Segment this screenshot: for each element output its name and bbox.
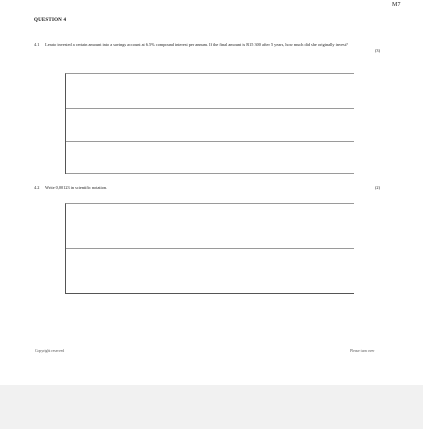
answer-line <box>66 141 354 142</box>
answer-box-bottom-border <box>65 293 354 294</box>
question-number: 4.1 <box>34 42 40 47</box>
answer-box-4-2[interactable] <box>65 203 354 294</box>
footer-turn-over: Please turn over <box>350 349 375 353</box>
question-number: 4.2 <box>34 185 40 190</box>
question-text: Write 0,00123 in scientific notation. <box>45 185 108 190</box>
answer-line <box>66 173 354 174</box>
answer-box-4-1[interactable] <box>65 73 354 174</box>
question-marks: (2) <box>374 185 380 190</box>
section-heading: QUESTION 4 <box>34 18 67 23</box>
answer-line <box>66 108 354 109</box>
page-number: M7 <box>392 2 401 8</box>
question-text: Lerato invested a certain amount into a savings account at 6.5% compound interest per annum. If the final amount is R15 300 after 5 years, how much did she originally invest? <box>45 42 348 47</box>
answer-line <box>66 248 354 249</box>
question-marks: (3) <box>374 48 380 53</box>
question-4-2 <box>34 185 380 191</box>
question-4-1 <box>34 42 380 53</box>
footer-copyright: Copyright reserved <box>35 349 65 353</box>
